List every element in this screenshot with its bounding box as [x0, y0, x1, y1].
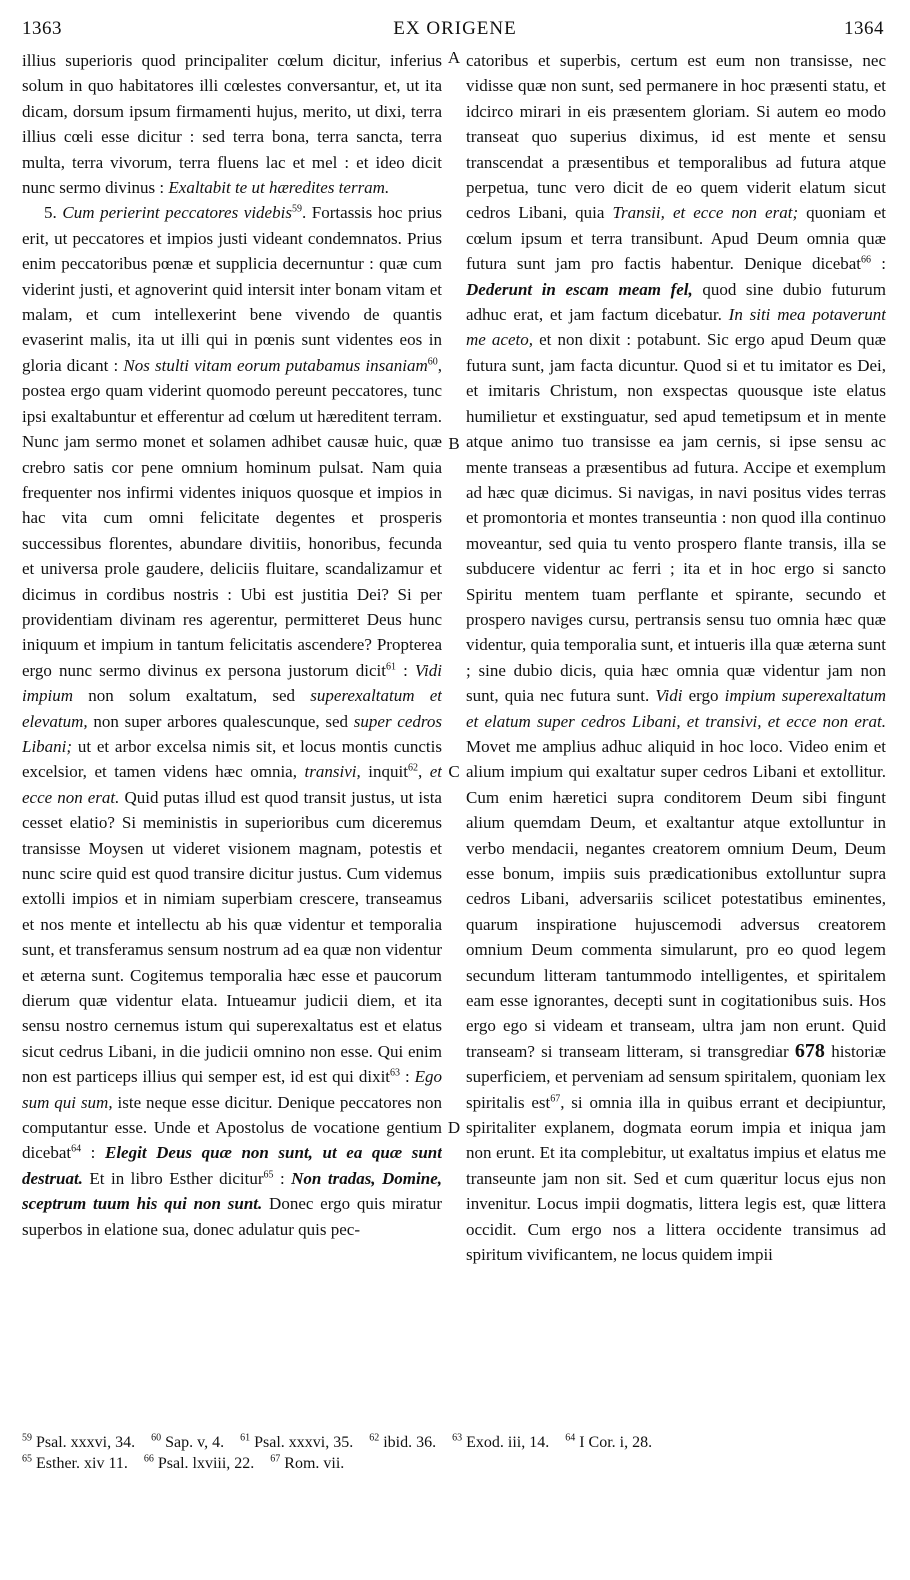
footnote-60: [151, 1434, 224, 1451]
text-run: illius superioris quod principaliter cœlum dicitur, inferius solum in quo habitatores illi cœlestes conversantur, et, ut ita dicam, dorsum ipsum firmamenti hujus, merito, ut dixi, terra illius cœli esse dicitur : sed terra bona, terra sancta, terra multa, terra vivorum, terra fluens lac et mel : et ideo dicit nunc sermo divinus :: [22, 51, 442, 198]
paragraph-continuation: [22, 48, 442, 200]
footnote-number: 59: [22, 1432, 32, 1444]
column-number-marker: 678: [794, 1039, 825, 1062]
text-run: . Fortassis hoc prius erit, ut peccatores et impios justi videant condemnatos. Prius enim peccatoribus pœnæ et supplicia decernuntur : quæ cum viderint justi, et agnoverint quid intersit inter bonam vitam et malam, et cum intellexerint bene vivendo de quantis evaserint malis, ita ut illi qui in pœnis sunt videntes eos in gloria dicant :: [22, 203, 442, 375]
text-run: Movet me amplius adhuc aliquid in hoc loco. Video enim et alium impium qui exaltatur super cedros Libani et extollitur. Cum enim hæretici supra conditorem Deum sibi fingunt alium quemdam Deum, et exaltantur atque extolluntur in verbo mendacii, negantes creatorem omnium Deum, Deum esse bonum, impiis suis prædicationibus extolluntur supra cedros Libani, adversariis scilicet potestatibus eminentes, quarum inspiratione hujuscemodi adversus creatorem omnium Deum commenta simularunt, pro eo quod legem secundum litteram tantummodo intelligentes, et spiritalem eam esse ignorantes, decepti sunt in cogitationibus suis. Hos ergo ego si videam et transeam, ultra jam non erunt. Quid transeam? si transeam litteram, si transgrediar: [466, 736, 886, 1061]
text-run: et non dixit : potabunt. Sic ergo apud Deum quæ futura sunt, jam facta dicuntur. Quod si et tu imitator es Dei, et imitaris Christum, non exspectas quousque iste elatus humilietur et exstinguatur, sed apud temetipsum et in mente atque animo tuo transisse ea jam cernis, si ipse sensu ac mente transeas a præsentibus ad futura. Accipe et exemplum ad hæc quæ dicimus. Si navigas, in navi positus vides terras et promontoria et montes transeuntia : non quod illa continuo moveantur, sed quia tu vento prospero flante transis, illa se subducere videntur ac ferri ; ita et in hoc ergo si sancto Spiritu mentem tuam perflante et spirante, secundo et prospero naviges cursu, pertransis sensu tuo omnia hæc quæ videntur, quia temporalia sunt, et intueris illa quæ æterna sunt ; sine dubio dicis, quia hæc omnia quæ videntur jam non sunt, quia nec futura sunt.: [466, 330, 886, 706]
text-run: , postea ergo quam viderint quomodo pereunt peccatores, tunc ipsi exaltabuntur et efferentur ad cœlum ut hæreditent terram. Nunc jam sermo monet et solamen adhibet causæ huic, quæ crebro satis cor pene omnium hominum pulsat. Nam quia frequenter nos infirmi videntes iniquos quosque et impios in hac vita cum omni felicitate degentes et prosperis successibus florentes, abundare divitiis, honoribus, fecunda et universa prole gaudere, deliciis fluitare, scandalizamur et dicimus in cordibus nostris : Ubi est justitia Dei? Si per providentiam divinam res agerentur, permitteret Deus hunc iniquum et impium in tantum felicitatis ascendere? Propterea ergo nunc sermo divinus ex persona justorum dicit: [22, 355, 442, 680]
text-run: ergo: [682, 686, 725, 706]
text-run: Donec ergo quis miratur superbos in elatione sua, donec adulatur quis pec-: [22, 1194, 442, 1239]
text-run: inquit: [360, 762, 408, 782]
footnote-text: ibid. 36.: [383, 1434, 437, 1451]
bold-italic-quote: Dederunt in escam meam fel,: [466, 279, 693, 299]
text-run: historiæ superficiem, et perveniam ad sensum spiritalem, quoniam lex spiritalis est: [466, 1041, 886, 1112]
text-run: non solum exaltatum, sed: [73, 686, 311, 706]
text-run: non super arbores qualescunque, sed: [87, 711, 354, 731]
verse-number: 5.: [44, 203, 63, 223]
footnote-number: 66: [143, 1453, 154, 1465]
footnote-text: I Cor. i, 28.: [579, 1434, 653, 1451]
footnote-number: 65: [22, 1453, 32, 1465]
footnote-64: [565, 1434, 652, 1451]
right-page-number: 1364: [844, 18, 884, 39]
footnotes: [22, 1432, 888, 1474]
footnote-ref[interactable]: 64: [71, 1143, 82, 1155]
footnote-number: 62: [369, 1432, 380, 1444]
italic-quote: Transii, et ecce non erat;: [612, 203, 799, 223]
running-header: [0, 18, 910, 46]
italic-quote: superexaltatum et elevatum,: [22, 686, 442, 731]
footnote-65: [22, 1455, 128, 1472]
text-run: :: [400, 1067, 415, 1087]
footnote-ref[interactable]: 60: [427, 356, 438, 368]
left-page-number: 1363: [22, 18, 62, 39]
footnote-text: Psal. xxxvi, 34.: [36, 1434, 136, 1451]
italic-quote: Nos stulti vitam eorum putabamus insaniam: [123, 355, 428, 375]
footnote-number: 60: [151, 1432, 162, 1444]
bold-italic-quote: Non tradas, Domine, sceptrum tuum his qui non sunt.: [22, 1168, 442, 1214]
italic-quote: Vidi: [655, 686, 683, 706]
running-title: EX ORIGENE: [393, 18, 517, 39]
footnote-ref[interactable]: 59: [291, 203, 302, 215]
footnote-text: Sap. v, 4.: [165, 1434, 225, 1451]
footnote-ref[interactable]: 67: [550, 1093, 561, 1104]
italic-quote: Exaltabit te ut hæredites terram.: [168, 178, 390, 198]
text-run: Quid putas illud est quod transit justus, ut ista cesset elatio? Si meministis in superioribus cum diceremus transisse Moysen ut videret visionem magnam, potestis et nunc scire quid est quod transire dicitur justus. Cum videmus extolli impios et in nimiam superbiam crescere, transeamus et nos mente et intellectu ab his quæ videntur et temporalia sunt, et transferamus sensum nostrum ad ea quæ non videntur et æterna sunt. Cogitemus temporalia hæc esse et paucorum dierum quæ videntur elata. Intueamur judicii diem, et ita sensu nostro cernemus istum qui superexaltatus est et elatus sicut cedrus Libani, in die judicii omnino non esse. Qui enim non est particeps illius qui semper est, id est qui dixit: [22, 787, 442, 1087]
text-run: catoribus et superbis, certum est eum non transisse, nec vidisse quæ non sunt, sed permanere in hoc præsenti statu, et idcirco mirari in eis præsentem gloriam. Si autem eo modo transeat quo superius diximus, id est mente et sensu transcendat a præsentibus et temporalibus ad futura atque perpetua, tunc vero dicit de eo quem viderit elatum sicut cedros Libani, quia: [466, 51, 886, 223]
footnote-61: [240, 1434, 353, 1451]
footnote-text: Rom. vii.: [284, 1455, 345, 1472]
italic-quote: et ecce non erat.: [22, 762, 442, 807]
footnote-number: 64: [565, 1432, 576, 1444]
text-run: quod sine dubio futurum adhuc erat, et jam factum dicebatur.: [466, 279, 886, 325]
text-run: :: [81, 1143, 105, 1163]
footnote-62: [369, 1434, 436, 1451]
paragraph-verse-5: [22, 200, 442, 1242]
footnote-text: Psal. lxviii, 22.: [157, 1455, 255, 1472]
footnote-66: [144, 1455, 254, 1472]
right-column: [466, 48, 886, 1428]
text-run: iste neque esse dicitur. Denique peccatores non computantur esse. Unde et Apostolus de vocatione gentium dicebat: [22, 1092, 442, 1163]
text-run: ,: [417, 762, 430, 782]
footnote-ref[interactable]: 62: [407, 762, 418, 774]
text-run: ut et arbor excelsa nimis sit, et locus montis cunctis excelsior, et tamen videns hæc omnia,: [22, 736, 442, 782]
footnote-number: 63: [452, 1432, 463, 1444]
footnote-59: [22, 1434, 135, 1451]
italic-quote: Cum perierint peccatores videbis: [62, 203, 292, 223]
bold-italic-quote: Elegit Deus quæ non sunt, ut ea quæ sunt destruat.: [22, 1143, 442, 1188]
left-column: [22, 48, 442, 1428]
footnote-number: 61: [240, 1432, 251, 1444]
footnote-text: Esther. xiv 11.: [36, 1455, 128, 1472]
footnote-line-1: [22, 1432, 888, 1453]
italic-quote: Vidi impium: [22, 660, 442, 706]
footnote-63: [452, 1434, 549, 1451]
italic-quote: Ego sum qui sum,: [22, 1067, 442, 1112]
text-run: , si omnia illa in quibus errant et decipiuntur, spiritaliter explanem, dogmata eorum impia et iniqua jam non erunt. Et ita complebitur, ut exaltatus impius et elatus me transeunte jam non sit. Sed et cum quæritur locus ejus non invenitur. Locus impii dogmatis, littera legis est, quæ littera occidit. Cum ergo nos a littera occidente transimus ad spiritum vivificantem, ne locus quidem impii: [466, 1092, 886, 1265]
margin-marker-d: D: [447, 1118, 461, 1137]
paragraph-continuation: [466, 48, 886, 1268]
text-run: :: [273, 1168, 292, 1188]
italic-quote: super cedros Libani;: [22, 711, 442, 756]
footnote-ref[interactable]: 65: [263, 1169, 274, 1181]
footnote-ref[interactable]: 66: [861, 254, 872, 266]
text-run: :: [871, 254, 886, 274]
footnote-text: Psal. xxxvi, 35.: [254, 1434, 354, 1451]
text-run: quoniam et cœlum ipsum et terra transibunt. Apud Deum omnia quæ futura sunt jam pro factis habentur. Denique dicebat: [466, 203, 886, 274]
italic-quote: transivi,: [304, 762, 361, 782]
italic-quote: In siti mea potaverunt me aceto,: [466, 305, 886, 350]
footnote-ref[interactable]: 63: [390, 1067, 401, 1079]
footnote-text: Exod. iii, 14.: [466, 1434, 550, 1451]
footnote-67: [270, 1455, 344, 1472]
margin-marker-a: A: [447, 48, 461, 67]
margin-marker-b: B: [448, 434, 460, 453]
italic-quote: impium superexaltatum et elatum super cedros Libani, et transivi, et ecce non erat.: [466, 686, 886, 731]
text-run: Et in libro Esther dicitur: [82, 1168, 264, 1188]
footnote-ref[interactable]: 61: [385, 661, 396, 673]
text-run: :: [395, 660, 415, 680]
footnote-line-2: [22, 1453, 888, 1474]
footnote-number: 67: [270, 1453, 281, 1465]
margin-marker-c: C: [448, 762, 460, 781]
